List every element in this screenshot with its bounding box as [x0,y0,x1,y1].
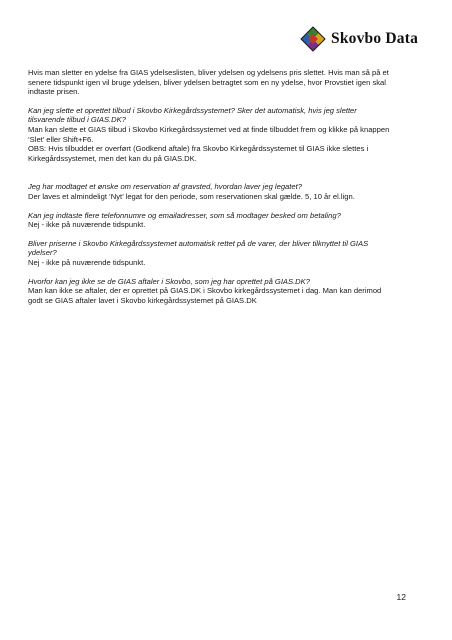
faq-answer [28,258,424,268]
skovbo-diamond-logo-icon [300,26,326,52]
skovbo-data-logo [300,25,428,53]
faq-block-1 [28,106,424,164]
faq-block-0 [28,68,424,97]
faq-block-2 [28,182,424,201]
question-line: Bliver priserne i Skovbo Kirkegårdssystemet automatisk rettet på de varer, der bliver tilknyttet til GIAS [28,238,369,248]
faq-block-4 [28,239,424,268]
answer-line: Nej - ikke på nuværende tidspunkt. [28,257,146,267]
answer-line: indtaste prisen. [28,87,80,97]
answer-line: Man kan ikke se aftaler, der er oprettet på GIAS.DK i Skovbo kirkegårdssystemet i dag. Man kan derimod [28,286,382,296]
faq-answer [28,286,424,305]
answer-line: ‘Slet’ eller Shift+F6. [28,134,94,144]
logo-text: Skovbo Data [331,30,419,47]
faq-answer [28,220,424,230]
faq-answer [28,125,424,163]
faq-block-3 [28,211,424,230]
faq-question [28,211,424,221]
faq-question [28,239,424,258]
answer-line: Man kan slette et GIAS tilbud i Skovbo Kirkegårdssystemet ved at finde tilbuddet frem og klikke på knappen [28,124,390,134]
page-number: 12 [396,592,406,602]
answer-line: Der laves et almindeligt ‘Nyt’ legat for den periode, som reservationen skal gælde. 5, 10 år el.lign. [28,191,355,201]
question-line: Hvorfor kan jeg ikke se de GIAS aftaler i Skovbo, som jeg har oprettet på GIAS.DK? [28,276,310,286]
answer-line: godt se GIAS aftaler lavet i Skovbo kirkegårdssystemet på GIAS.DK [28,295,257,305]
faq-answer [28,68,424,97]
question-line: ydelser? [28,248,57,258]
question-line: Kan jeg slette et oprettet tilbud i Skovbo Kirkegårdssystemet? Sker det automatisk, hvis jeg sletter [28,105,357,115]
faq-question [28,182,424,192]
faq-content [28,68,424,314]
answer-line: OBS: Hvis tilbuddet er overført (Godkend aftale) fra Skovbo Kirkegårdssystemet til GIAS ikke slettes i [28,144,369,154]
faq-question [28,106,424,125]
faq-block-5 [28,277,424,306]
question-line: tilsvarende tilbud i GIAS.DK? [28,115,126,125]
answer-line: Hvis man sletter en ydelse fra GIAS ydelseslisten, bliver ydelsen og ydelsens pris slettet. Hvis man så på et [28,68,389,77]
answer-line: Kirkegårdssystemet, men det kan du på GIAS.DK. [28,153,197,163]
faq-question [28,277,424,287]
answer-line: senere tidspunkt igen vil bruge ydelsen, bliver ydelsen betragtet som en ny ydelse, hvor Provstiet igen skal [28,77,386,87]
answer-line: Nej - ikke på nuværende tidspunkt. [28,220,146,230]
question-line: Jeg har modtaget et ønske om reservation af gravsted, hvordan laver jeg legatet? [28,182,302,192]
question-line: Kan jeg indtaste flere telefonnumre og emailadresser, som så modtager besked om betaling? [28,210,341,220]
faq-answer [28,192,424,202]
